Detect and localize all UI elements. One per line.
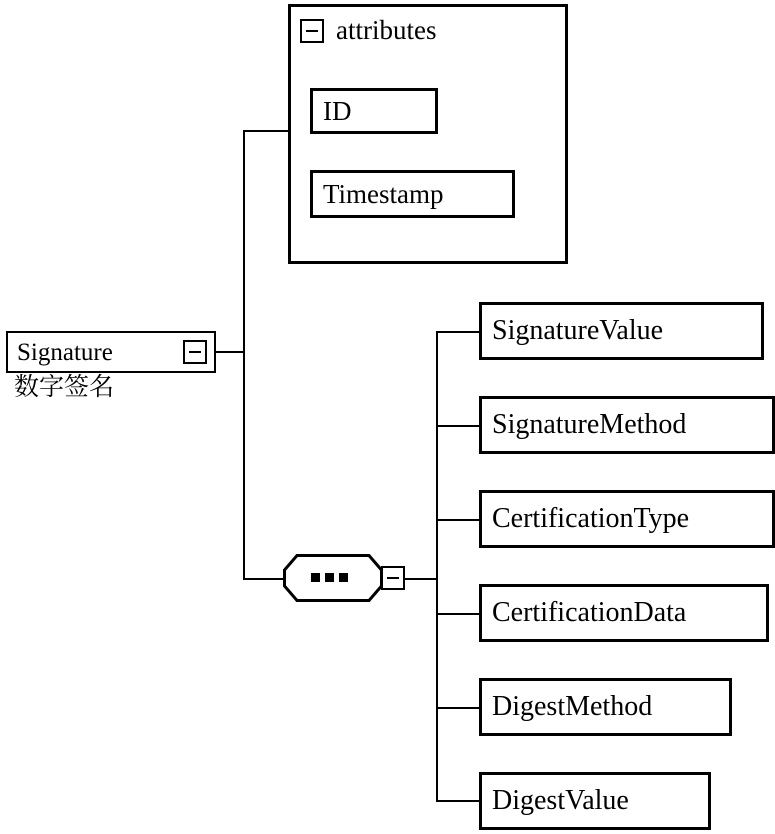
connector-root-stub [214,351,244,353]
connector-sequence-stub [405,578,437,580]
node-signature-label: Signature [17,338,113,366]
connector-child-1 [436,331,480,333]
attribute-id[interactable] [310,88,438,134]
signature-collapse-toggle-icon[interactable] [183,340,207,364]
attributes-collapse-toggle-icon[interactable] [300,19,324,43]
element-digestmethod-label: DigestMethod [492,691,653,722]
connector-child-4 [436,613,480,615]
element-certificationtype-label: CertificationType [492,503,690,534]
element-signaturemethod[interactable] [479,396,775,454]
element-signaturevalue[interactable] [479,302,764,360]
attribute-timestamp[interactable] [310,170,515,218]
connector-root-spine [243,130,245,580]
element-signaturevalue-label: SignatureValue [492,315,664,346]
connector-child-2 [436,425,480,427]
attributes-header[interactable] [300,17,436,44]
connector-to-sequence [243,578,287,580]
element-digestmethod[interactable] [479,678,732,736]
element-signaturemethod-label: SignatureMethod [492,409,687,440]
attribute-timestamp-label: Timestamp [323,178,444,209]
element-certificationdata-label: CertificationData [492,597,687,628]
sequence-collapse-toggle-icon[interactable] [381,566,405,590]
connector-children-spine [436,331,438,801]
connector-child-6 [436,800,480,802]
connector-child-3 [436,519,480,521]
node-signature-annotation: 数字签名 [14,374,115,401]
connector-child-5 [436,707,480,709]
attributes-label: attributes [336,15,437,45]
attribute-id-label: ID [323,95,352,126]
element-certificationdata[interactable] [479,584,769,642]
element-certificationtype[interactable] [479,490,775,548]
element-digestvalue[interactable] [479,772,711,830]
element-digestvalue-label: DigestValue [492,785,629,816]
sequence-dots-icon [311,573,348,582]
connector-to-attributes [243,130,291,132]
